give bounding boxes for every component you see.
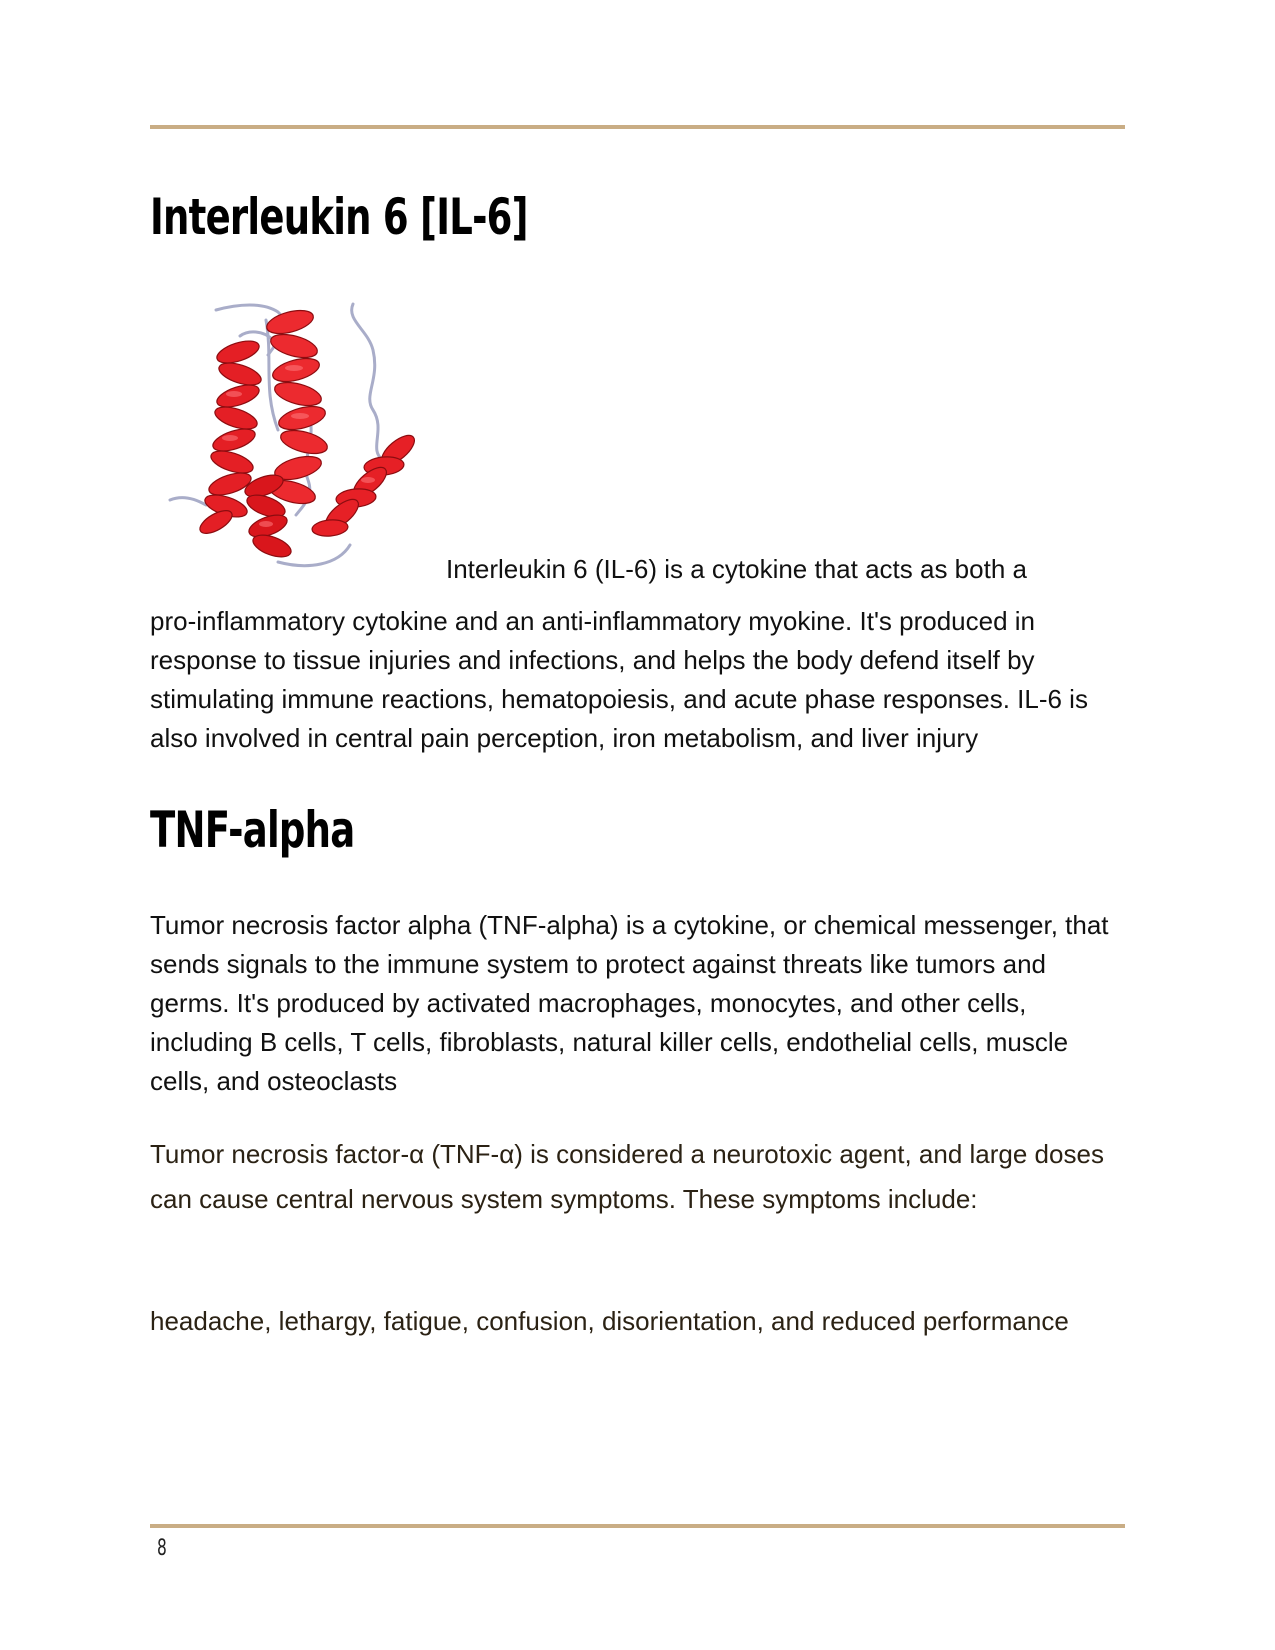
- tnf-paragraph-3: headache, lethargy, fatigue, confusion, disorientation, and reduced performance: [150, 1306, 1069, 1336]
- tnf-heading: TNF-alpha: [150, 801, 355, 859]
- bottom-divider: [150, 1524, 1125, 1528]
- tnf-paragraph-1: Tumor necrosis factor alpha (TNF-alpha) is a cytokine, or chemical messenger, that sends signals to the immune system to protect against threats like tumors and germs. It's produced by activated macrophages, monocytes, and other cells, including B cells, T cells, fibroblasts, natural killer cells, endothelial cells, muscle cells, and osteoclasts: [150, 910, 1109, 1096]
- page-number: 8: [157, 1536, 167, 1561]
- il6-heading: Interleukin 6 [IL-6]: [150, 188, 528, 246]
- il6-body-paragraph: pro-inflammatory cytokine and an anti-inflammatory myokine. It's produced in response to tissue injuries and infections, and helps the body defend itself by stimulating immune reactions, hematopoiesis, and acute phase responses. IL-6 is also involved in central pain perception, iron metabolism, and liver injury: [150, 606, 1088, 753]
- il6-first-line: Interleukin 6 (IL-6) is a cytokine that acts as both a: [446, 554, 1027, 584]
- tnf-paragraph-2: Tumor necrosis factor-α (TNF-α) is considered a neurotoxic agent, and large doses can cause central nervous system symptoms. These symptoms include:: [150, 1139, 1104, 1214]
- top-divider: [150, 125, 1125, 129]
- protein-ribbon-structure-icon: [168, 300, 430, 580]
